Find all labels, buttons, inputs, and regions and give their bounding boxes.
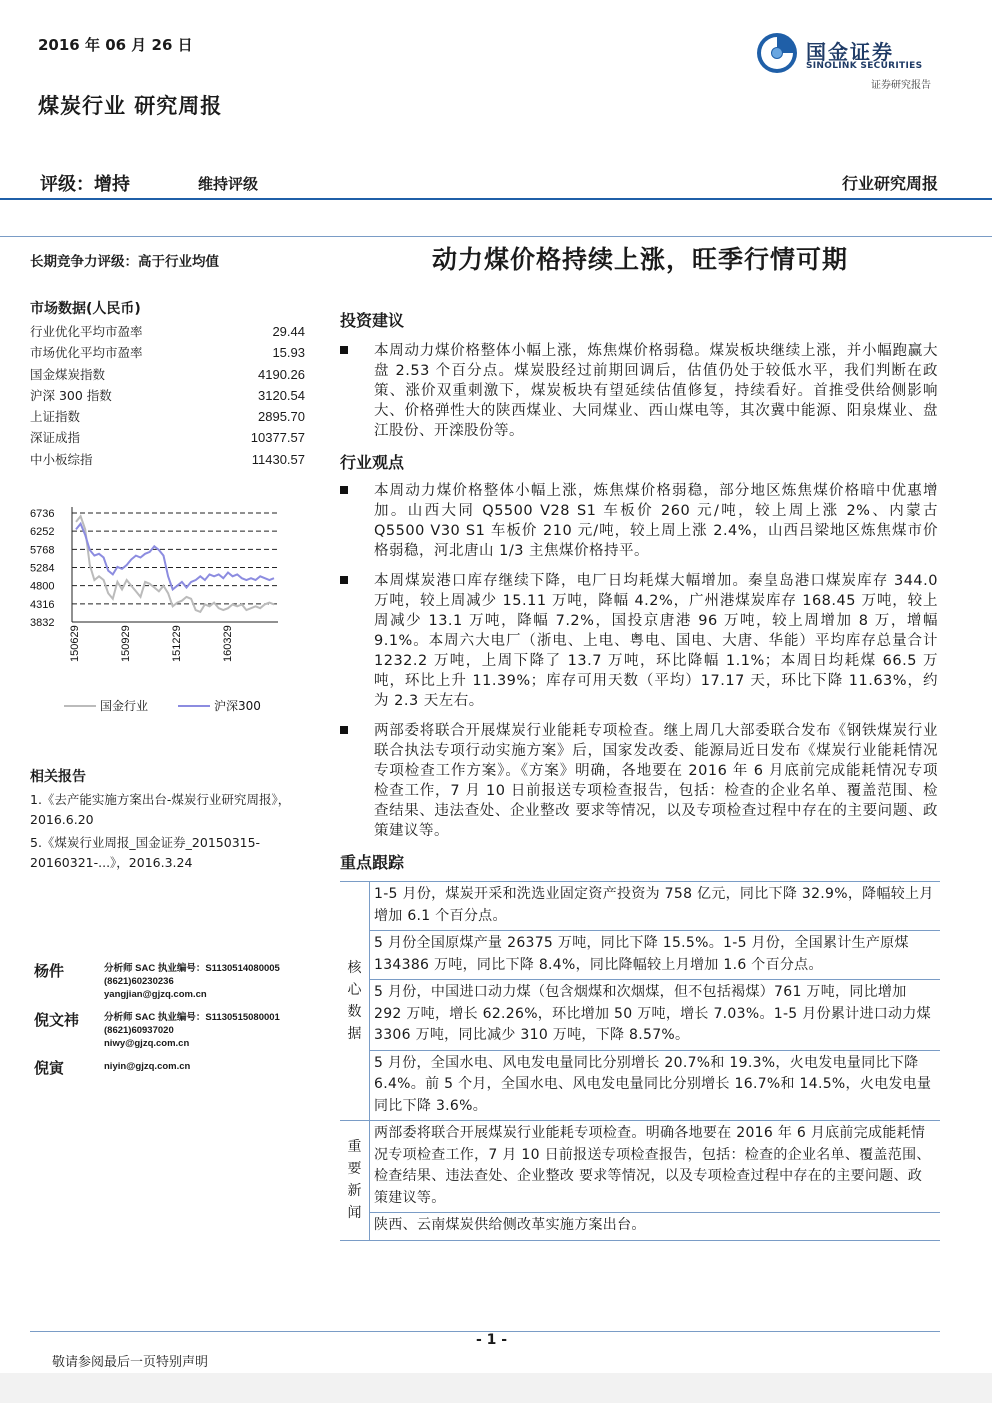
x-tick-label: 150929 xyxy=(120,625,132,662)
analyst-phone: (8621)60937020 xyxy=(104,1025,174,1036)
headline: 动力煤价格持续上涨，旺季行情可期 xyxy=(431,245,848,274)
y-tick-label: 4800 xyxy=(30,580,55,593)
paragraph-text: 本周煤炭港口库存继续下降，电厂日均耗煤大幅增加。秦皇岛港口煤炭库存 344.0 万吨，较上周减少 15.11 万吨，降幅 4.2%，广州港煤炭库存 168.45 万吨，较上周减少 13.1 万吨，降幅 7.2%，国投京唐港 96 万吨，较上周增加 8 万，增幅 9.1%。本周六大电厂（浙电、上电、粤电、国电、大唐、华能）平均库存总量合计 1232.2 万吨，上周下降了 13.7 万吨，环比降幅 1.1%；本周日均耗煤 66.5 万吨，环比上升 11.39%；库存可用天数（平均）17.17 天，环比下降 11.63%，约为 2.3 天左右。 xyxy=(374,573,938,709)
page-number: - 1 - xyxy=(476,1332,508,1348)
market-row xyxy=(30,385,305,406)
rating-row xyxy=(40,170,938,196)
bullet-icon xyxy=(340,486,348,494)
paragraph-text: 本周动力煤价格整体小幅上涨，炼焦煤价格弱稳，部分地区炼焦煤价格暗中优惠增加。山西大同 Q5500 V28 S1 车板价 260 元/吨，较上周上涨 2%、内蒙古 Q5500 V30 S1 车板价 210 元/吨，较上周上涨 2.4%，山西吕梁地区炼焦煤市价格弱稳，河北唐山 1/3 主焦煤价格持平。 xyxy=(374,483,938,559)
rating-label: 评级：增持 xyxy=(40,174,130,195)
bullet-icon xyxy=(340,576,348,584)
market-row xyxy=(30,449,305,470)
y-tick-label: 3832 xyxy=(30,617,55,629)
analyst-info xyxy=(104,962,280,1001)
rating-status: 维持评级 xyxy=(198,175,259,193)
bullet-icon xyxy=(340,726,348,734)
market-data-table xyxy=(30,321,305,470)
analyst-name: 倪寅 xyxy=(34,1059,65,1077)
analyst-phone: (8621)60230236 xyxy=(104,976,174,987)
tracking-cell: 两部委将联合开展煤炭行业能耗专项检查。明确各地要在 2016 年 6 月底前完成能耗情况专项检查工作，7 月 10 日前报送专项检查报告，包括：检查的企业名单、覆盖范围、检查结果、违法查处、企业整改 要求等情况，以及专项检查过程中存在的主要问题、政策建议等。 xyxy=(370,1121,940,1213)
key-tracking-table xyxy=(340,881,940,1241)
analyst-card xyxy=(34,1057,324,1101)
analyst-email[interactable]: niyin@gjzq.com.cn xyxy=(104,1061,191,1072)
analyst-email[interactable]: yangjian@gjzq.com.cn xyxy=(104,989,207,1000)
x-tick-label: 151229 xyxy=(171,625,183,662)
paragraph-text: 两部委将联合开展煤炭行业能耗专项检查。继上周几大部委联合发布《钢铁煤炭行业联合执法专项行动实施方案》后，国家发改委、能源局近日发布《煤炭行业能耗情况专项检查工作方案》。《方案》明确，各地要在 2016 年 6 月底前完成能耗情况专项检查工作，7 月 10 日前报送专项检查报告，包括：检查的企业名单、覆盖范围、检查结果、违法查处、企业整改 要求等情况，以及专项检查过程中存在的主要问题、政策建议等。 xyxy=(374,723,938,839)
paragraph-text: 本周动力煤价格整体小幅上涨，炼焦煤价格弱稳。煤炭板块继续上涨，并小幅跑赢大盘 2.53 个百分点。煤炭股经过前期回调后，估值仍处于较低水平，我们判断在政策、涨价双重刺激下，煤炭板块有望延续估值修复，持续看好。首推受供给侧影响大、价格弹性大的陕西煤业、大同煤业、西山煤电等，其次冀中能源、阳泉煤业、盘江股份、开滦股份等。 xyxy=(374,343,938,439)
analyst-email[interactable]: niwy@gjzq.com.cn xyxy=(104,1038,190,1049)
tracking-cell: 陕西、云南煤炭供给侧改革实施方案出台。 xyxy=(374,1217,646,1233)
y-tick-label: 5284 xyxy=(30,562,55,575)
analyst-card xyxy=(34,960,324,1004)
disclaimer-note: 敬请参阅最后一页特别声明 xyxy=(52,1355,209,1370)
logo-mark-icon xyxy=(756,32,798,74)
market-data-title: 市场数据(人民币) xyxy=(30,301,141,317)
legend-label: 沪深300 xyxy=(214,699,261,713)
logo-subtitle: 证券研究报告 xyxy=(871,80,931,91)
logo-text-cn: 国金证券 xyxy=(806,40,894,64)
market-label: 上证指数 xyxy=(30,409,81,425)
market-label: 国金煤炭指数 xyxy=(30,366,106,382)
analyst-name: 杨件 xyxy=(34,962,65,980)
market-value: 2895.70 xyxy=(258,409,305,425)
tracking-group-core-data xyxy=(340,882,940,1121)
analyst-info xyxy=(104,1060,190,1073)
market-value: 4190.26 xyxy=(258,366,305,382)
market-row xyxy=(30,427,305,448)
x-tick-label: 150629 xyxy=(69,625,81,662)
related-report-item[interactable]: 1.《去产能实施方案出台-煤炭行业研究周报》，2016.6.20 xyxy=(30,792,291,827)
market-row xyxy=(30,364,305,385)
header-divider xyxy=(0,198,992,200)
view-paragraph xyxy=(340,571,940,711)
report-type: 行业研究周报 xyxy=(841,174,938,193)
invest-advice-title: 投资建议 xyxy=(340,311,405,330)
tracking-cell: 5 月份，中国进口动力煤（包含烟煤和次烟煤，但不包括褐煤）761 万吨，同比增加 292 万吨，增长 62.26%，环比增加 50 万吨，增长 7.03%。1-5 月份累计进口动力煤 3306 万吨，同比减少 310 万吨，下降 8.57%。 xyxy=(370,980,940,1051)
tracking-cell: 1-5 月份，煤炭开采和洗选业固定资产投资为 758 亿元，同比下降 32.9%，降幅较上月增加 6.1 个百分点。 xyxy=(370,882,940,931)
market-label: 深证成指 xyxy=(30,430,81,446)
group-label-text: 重要新闻 xyxy=(347,1139,362,1222)
view-paragraph xyxy=(340,481,940,561)
market-value: 11430.57 xyxy=(251,451,305,467)
view-paragraph xyxy=(340,721,940,841)
y-tick-label: 4316 xyxy=(30,598,55,611)
company-logo xyxy=(756,30,956,92)
logo-text-en: SINOLINK SECURITIES xyxy=(806,61,923,71)
analyst-sac: 分析师 SAC 执业编号：S1130515080001 xyxy=(104,1012,280,1023)
market-row xyxy=(30,406,305,427)
related-report-item[interactable]: 5.《煤炭行业周报_国金证券_20150315-20160321-...》，2016.3.24 xyxy=(30,835,261,870)
bullet-icon xyxy=(340,346,348,354)
tracking-group-news xyxy=(340,1121,940,1241)
y-tick-label: 6736 xyxy=(30,508,55,520)
analyst-sac: 分析师 SAC 执业编号：S1130514080005 xyxy=(104,963,280,974)
market-row xyxy=(30,342,305,363)
market-label: 沪深 300 指数 xyxy=(30,387,112,403)
index-line-chart xyxy=(28,495,290,725)
market-value: 15.93 xyxy=(272,345,305,361)
key-tracking-title: 重点跟踪 xyxy=(340,853,405,872)
related-reports-title: 相关报告 xyxy=(30,769,86,785)
y-tick-label: 6252 xyxy=(30,526,55,539)
analyst-card xyxy=(34,1009,324,1053)
analyst-info xyxy=(104,1011,280,1050)
industry-view-title: 行业观点 xyxy=(340,453,405,472)
group-label-text: 核心数据 xyxy=(347,960,362,1042)
tracking-cell: 5 月份，全国水电、风电发电量同比分别增长 20.7%和 19.3%，火电发电量同比下降 6.4%。前 5 个月，全国水电、风电发电量同比分别增长 16.7%和 14.5%，火电发电量同比下降 3.6%。 xyxy=(374,1054,932,1114)
footer-bar xyxy=(0,1373,992,1403)
market-value: 29.44 xyxy=(272,324,305,339)
tracking-group-label xyxy=(340,882,370,1120)
long-term-rating: 长期竞争力评级：高于行业均值 xyxy=(30,254,219,270)
series-line xyxy=(76,524,274,590)
legend-label: 国金行业 xyxy=(100,699,149,713)
headline-underline xyxy=(0,236,992,237)
tracking-cell: 5 月份全国原煤产量 26375 万吨，同比下降 15.5%。1-5 月份，全国累计生产原煤 134386 万吨，同比下降 8.4%，同比降幅较上月增加 1.6 个百分点。 xyxy=(370,931,940,980)
analyst-name: 倪文祎 xyxy=(34,1011,80,1029)
industry-title: 煤炭行业 研究周报 xyxy=(38,94,223,118)
x-tick-label: 160329 xyxy=(222,625,234,662)
report-date: 2016 年 06 月 26 日 xyxy=(38,36,193,54)
market-label: 市场优化平均市盈率 xyxy=(30,345,143,361)
market-row xyxy=(30,321,305,342)
y-tick-label: 5768 xyxy=(30,544,55,557)
market-label: 中小板综指 xyxy=(30,451,93,467)
invest-paragraph xyxy=(340,341,940,441)
tracking-group-label xyxy=(340,1121,370,1240)
market-value: 10377.57 xyxy=(250,430,305,446)
market-value: 3120.54 xyxy=(258,387,305,403)
market-label: 行业优化平均市盈率 xyxy=(30,324,143,339)
